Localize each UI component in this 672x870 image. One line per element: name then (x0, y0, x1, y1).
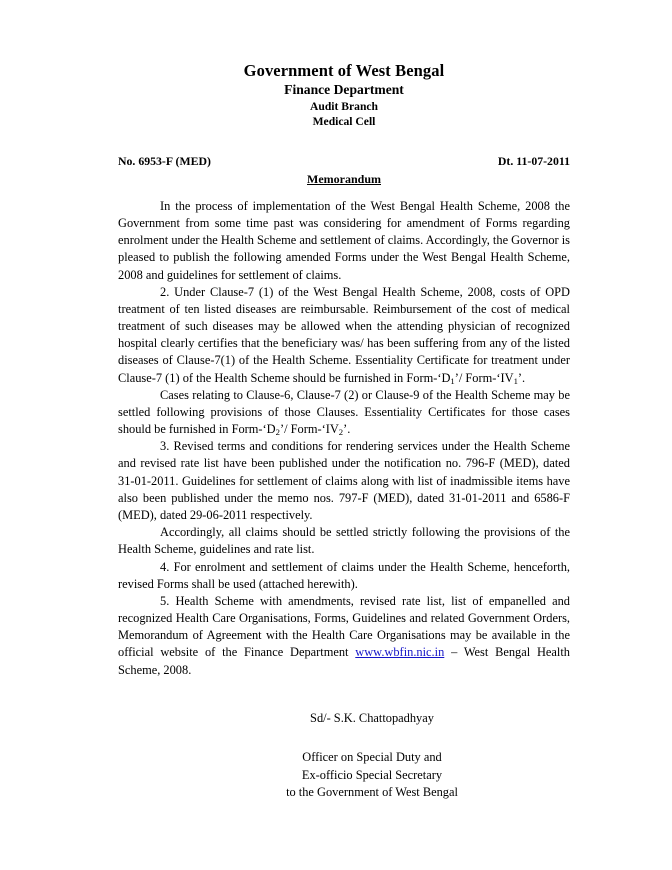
designation-line-3: to the Government of West Bengal (286, 785, 458, 800)
paragraph-clause-7-text-a: 2. Under Clause-7 (1) of the West Bengal Health Scheme, 2008, costs of OPD treatment of ten listed diseases are reimbursable. Reimbursement of the cost of medical treatment of such diseases may be allowed when the attending physician of recognized hospital clearly certifies that the beneficiary was/ has been suffering from any of the listed diseases of Clause-7(1) of the Health Scheme. Essentiality Certificate for treatment under Clause-7 (1) of the Health Scheme should be furnished in Form-‘D (118, 284, 570, 385)
organisation-name: Government of West Bengal (243, 61, 445, 80)
document-body (118, 198, 570, 679)
paragraph-clause-7-text-b: ’/ Form-‘IV (454, 370, 514, 385)
signatory-designation (174, 749, 570, 802)
paragraph-revised-terms (118, 438, 570, 524)
document-content (118, 60, 570, 802)
paragraph-website-text-a: 5. Health Scheme with amendments, revised rate list, list of empanelled and recognized Health Care Organisations, Forms, Guidelines and related Government Orders, Memorandum of Agreement with the Health Care Organisations may be available in the official website of the Finance Department (118, 593, 570, 660)
paragraph-accordingly (118, 524, 570, 558)
paragraph-clause-7 (118, 284, 570, 387)
finance-department-website-link[interactable]: www.wbfin.nic.in (355, 645, 445, 660)
department-name: Finance Department (284, 82, 404, 98)
form-iv1-subscript: 1 (513, 375, 518, 386)
designation-line-2: Ex-officio Special Secretary (301, 767, 443, 782)
paragraph-intro (118, 198, 570, 284)
signature-block (118, 710, 570, 802)
paragraph-intro-text: In the process of implementation of the West Bengal Health Scheme, 2008 the Government from some time past was considering for amendment of Forms regarding enrolment under the Health Scheme and settlement of claims. Accordingly, the Governor is pleased to publish the following amended Forms under the West Bengal Health Scheme, 2008 and guidelines for settlement of claims. (118, 198, 571, 282)
branch-name: Audit Branch (310, 99, 378, 113)
paragraph-website (118, 593, 570, 679)
paragraph-enrolment (118, 559, 570, 593)
form-iv2-subscript: 2 (338, 427, 344, 438)
paragraph-cases-text-a: Cases relating to Clause-6, Clause-7 (2) or Clause-9 of the Health Scheme may be settled following provisions of those Clauses. Essentiality Certificates for those cases should be furnished in Form-‘D (118, 387, 570, 437)
paragraph-enrolment-text: 4. For enrolment and settlement of claims under the Health Scheme, henceforth, revised Forms shall be used (attached herewith). (118, 559, 570, 591)
reference-row (118, 154, 570, 169)
signatory-name: Sd/- S.K. Chattopadhyay (310, 710, 434, 725)
letterhead (118, 60, 570, 129)
memo-date: Dt. 11-07-2011 (497, 153, 570, 168)
designation-line-1: Officer on Special Duty and (302, 750, 442, 765)
paragraph-cases-text-b: ’/ Form-‘IV (279, 422, 339, 437)
form-d2-subscript: 2 (275, 427, 280, 438)
paragraph-website-text-b: – West Bengal Health Scheme, 2008. (118, 645, 570, 677)
memorandum-title: Memorandum (307, 171, 381, 186)
paragraph-cases-text-c: ’. (343, 422, 351, 437)
memo-number: No. 6953-F (MED) (118, 153, 211, 168)
paragraph-revised-terms-text: 3. Revised terms and conditions for rendering services under the Health Scheme and revised rate list have been published under the notification no. 796-F (MED), dated 31-01-2011. Guidelines for settlement of claims along with list of inadmissible items have also been published under the memo nos. 797-F (MED), dated 31-01-2011 and 6586-F (MED), dated 29-06-2011 respectively. (118, 439, 570, 522)
paragraph-accordingly-text: Accordingly, all claims should be settled strictly following the provisions of the Health Scheme, guidelines and rate list. (118, 525, 570, 557)
paragraph-cases (118, 387, 570, 439)
form-d1-subscript: 1 (450, 375, 455, 386)
cell-name: Medical Cell (312, 114, 376, 128)
paragraph-clause-7-text-c: ’. (517, 370, 526, 385)
